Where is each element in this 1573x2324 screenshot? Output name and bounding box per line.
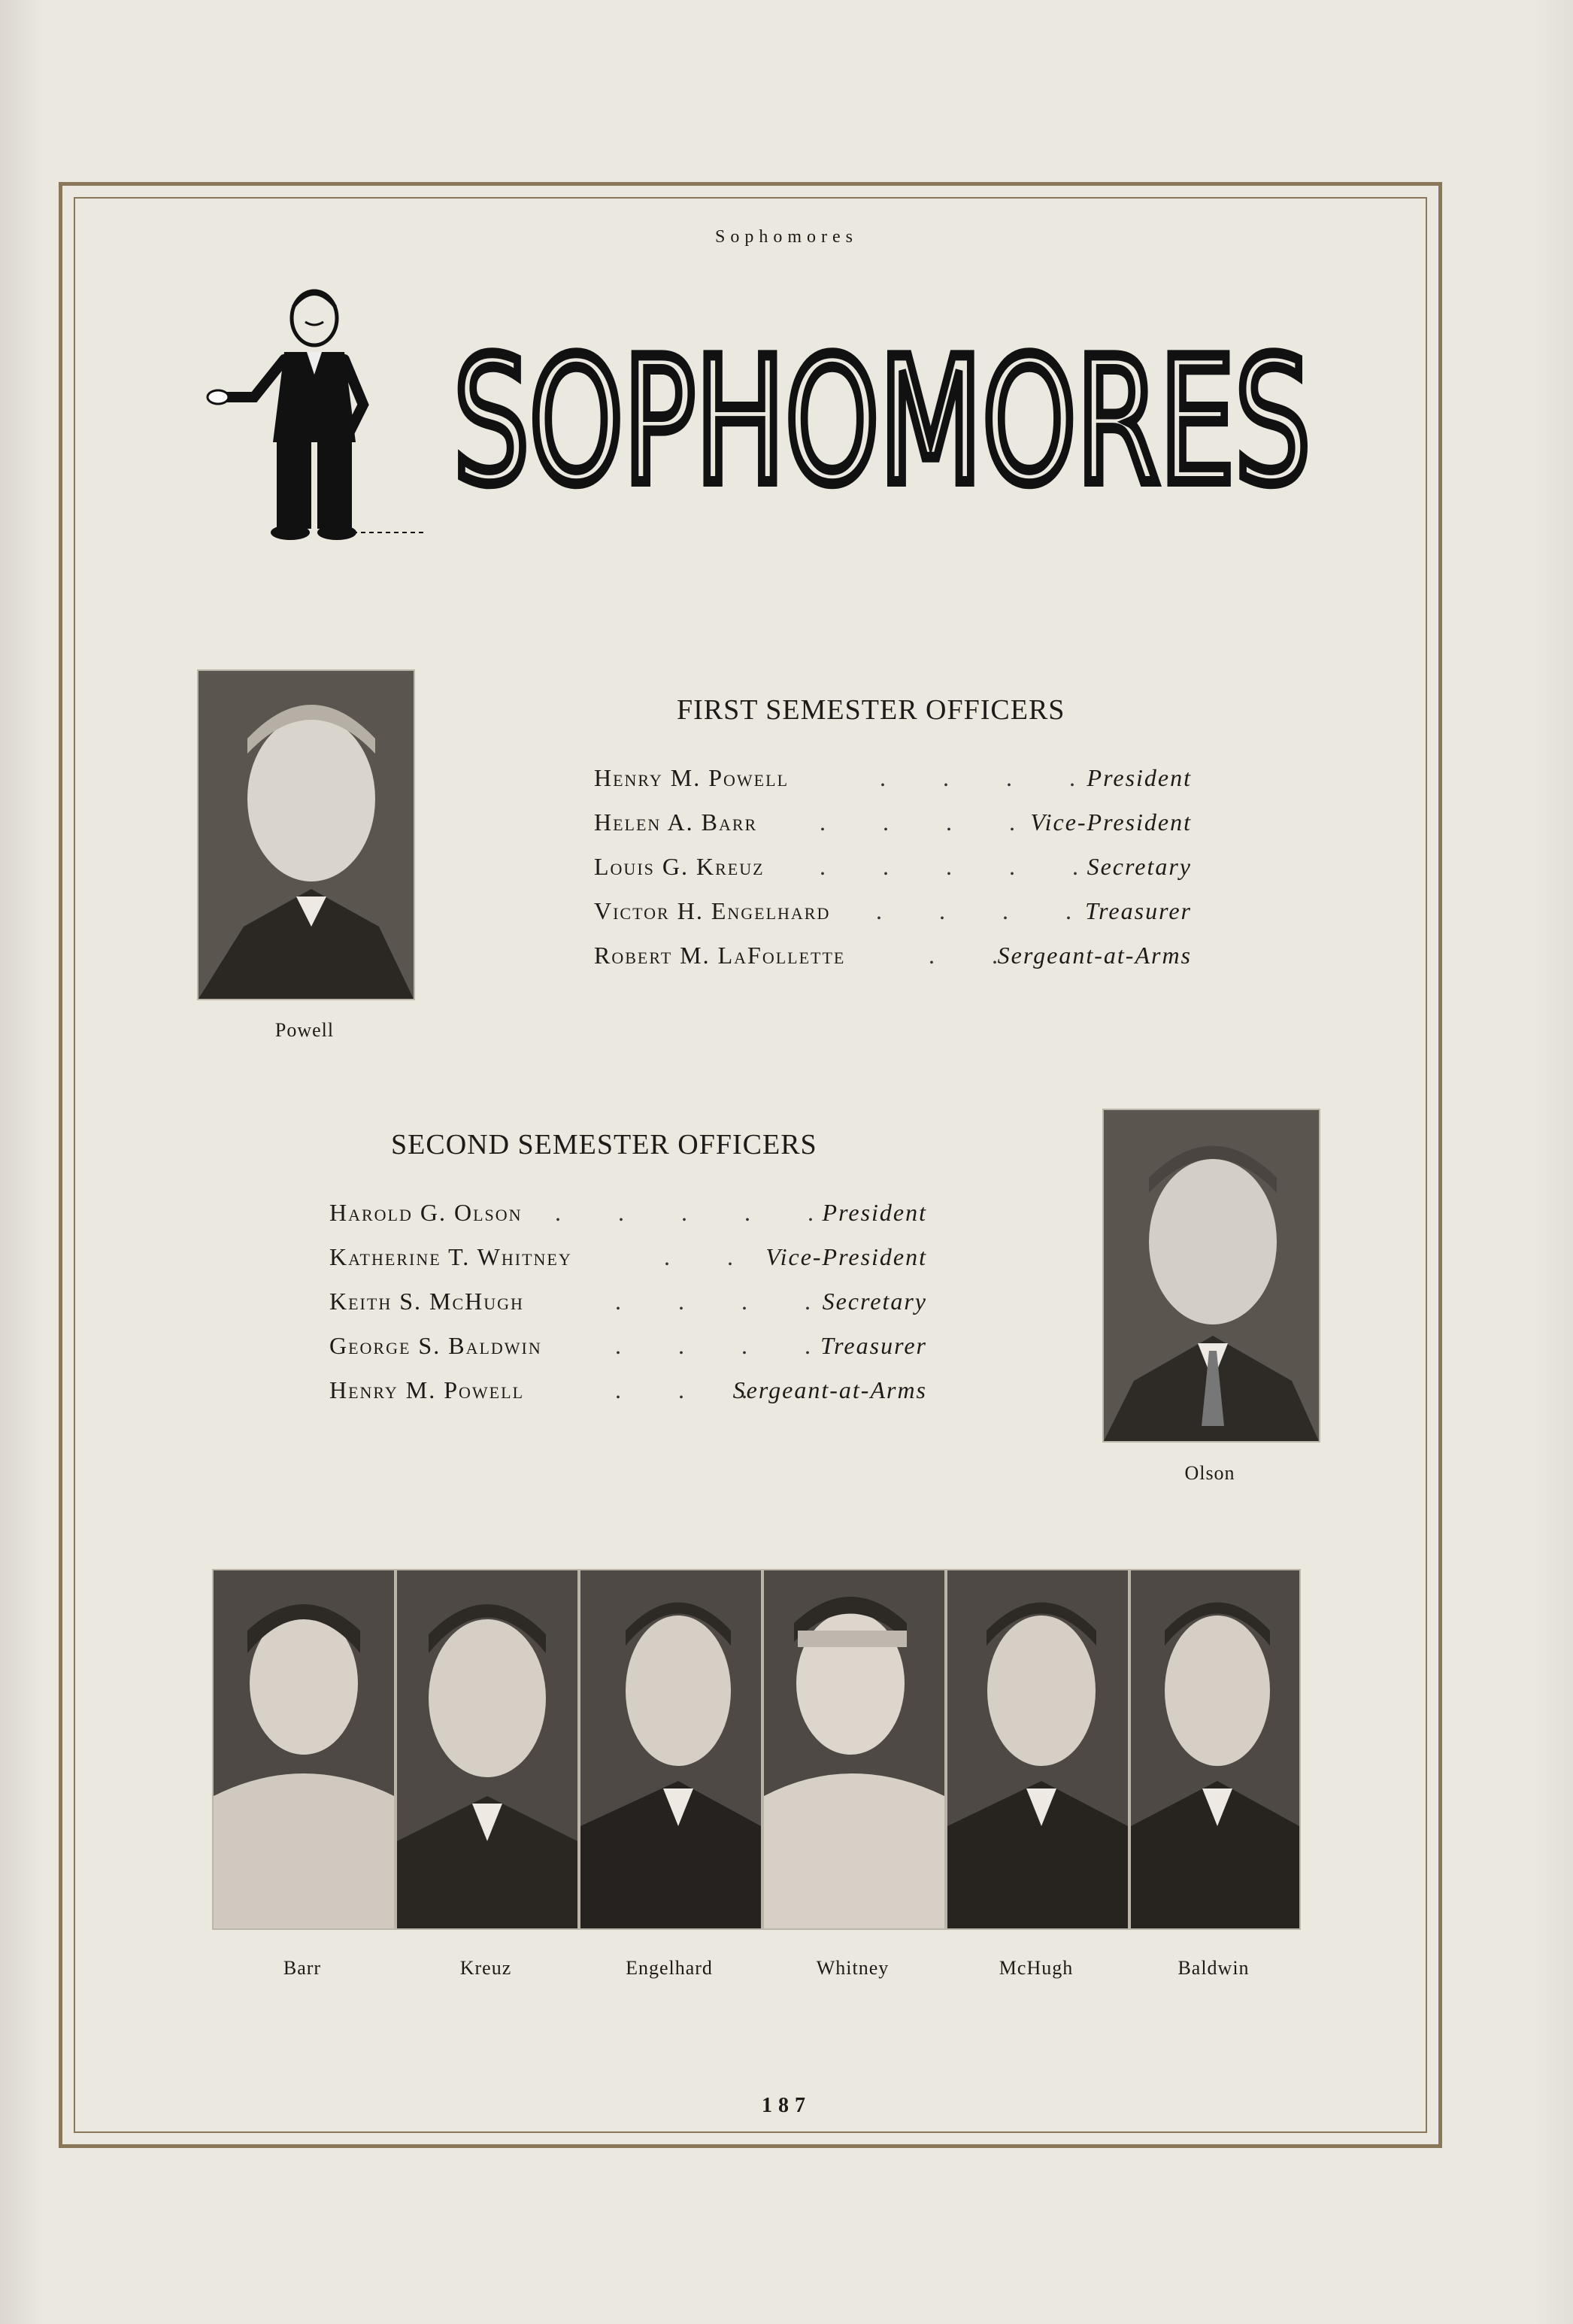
officer-row: [329, 1376, 927, 1414]
portrait-baldwin: [1129, 1569, 1301, 1930]
officer-role: Vice-President: [765, 1243, 927, 1270]
officer-name: Henry M. Powell: [329, 1376, 525, 1403]
caption-powell: Powell: [274, 1019, 335, 1041]
leader-dots: . . . . .: [820, 853, 1104, 880]
officer-name: Victor H. Engelhard: [594, 897, 831, 924]
page-title: [450, 322, 1314, 523]
officer-role: Secretary: [1087, 853, 1192, 880]
officer-row: [329, 1332, 927, 1370]
leader-dots: . . .: [615, 1376, 773, 1403]
officer-row: [329, 1199, 927, 1236]
portrait-mchugh: [946, 1569, 1129, 1930]
leader-dots: . . . .: [876, 897, 1097, 924]
caption-baldwin: Baldwin: [1177, 1957, 1250, 1979]
caption-olson: Olson: [1184, 1462, 1235, 1484]
officer-name: Katherine T. Whitney: [329, 1243, 572, 1270]
caption-mchugh: McHugh: [999, 1957, 1074, 1979]
officer-role: President: [1087, 764, 1192, 791]
officer-role: Treasurer: [1085, 897, 1192, 924]
officer-name: Helen A. Barr: [594, 809, 758, 836]
portrait-whitney: [762, 1569, 946, 1930]
officer-row: [594, 809, 1192, 846]
portrait-engelhard: [579, 1569, 762, 1930]
second-semester-heading: SECOND SEMESTER OFFICERS: [391, 1129, 817, 1160]
officer-role: President: [822, 1199, 927, 1226]
officer-row: [329, 1243, 927, 1281]
caption-engelhard: Engelhard: [626, 1957, 713, 1979]
officer-row: [594, 942, 1192, 979]
officer-name: Harold G. Olson: [329, 1199, 523, 1226]
leader-dots: . .: [664, 1243, 759, 1270]
portrait-kreuz: [396, 1569, 579, 1930]
leader-dots: . .: [929, 942, 1023, 969]
leader-dots: . . . .: [820, 809, 1041, 836]
first-semester-heading: FIRST SEMESTER OFFICERS: [677, 694, 1065, 726]
leader-dots: . . . .: [615, 1332, 836, 1359]
portrait-powell: [197, 669, 415, 1000]
page-title-text: SOPHOMORES: [453, 322, 1311, 523]
cartoon-student-illustration: [202, 277, 457, 593]
leader-dots: . . . . .: [555, 1199, 839, 1226]
officer-row: [329, 1288, 927, 1325]
leader-dots: . . . .: [615, 1288, 836, 1315]
officer-row: [594, 853, 1192, 890]
officer-name: Louis G. Kreuz: [594, 853, 765, 880]
officer-row: [594, 897, 1192, 935]
caption-barr: Barr: [283, 1957, 322, 1979]
officer-name: Robert M. LaFollette: [594, 942, 846, 969]
page-number: 187: [762, 2094, 811, 2117]
officer-role: Treasurer: [820, 1332, 927, 1359]
officer-role: Vice-President: [1030, 809, 1192, 836]
officer-name: Keith S. McHugh: [329, 1288, 524, 1315]
officer-row: [594, 764, 1192, 802]
officer-name: George S. Baldwin: [329, 1332, 542, 1359]
officer-role: Secretary: [822, 1288, 927, 1315]
portrait-olson: [1102, 1109, 1320, 1443]
caption-whitney: Whitney: [816, 1957, 890, 1979]
caption-kreuz: Kreuz: [459, 1957, 512, 1979]
officer-role: Sergeant-at-Arms: [997, 942, 1192, 969]
officer-name: Henry M. Powell: [594, 764, 790, 791]
running-head: Sophomores: [715, 227, 858, 247]
leader-dots: . . . .: [880, 764, 1101, 791]
portrait-barr: [212, 1569, 396, 1930]
officer-role: Sergeant-at-Arms: [732, 1376, 927, 1403]
